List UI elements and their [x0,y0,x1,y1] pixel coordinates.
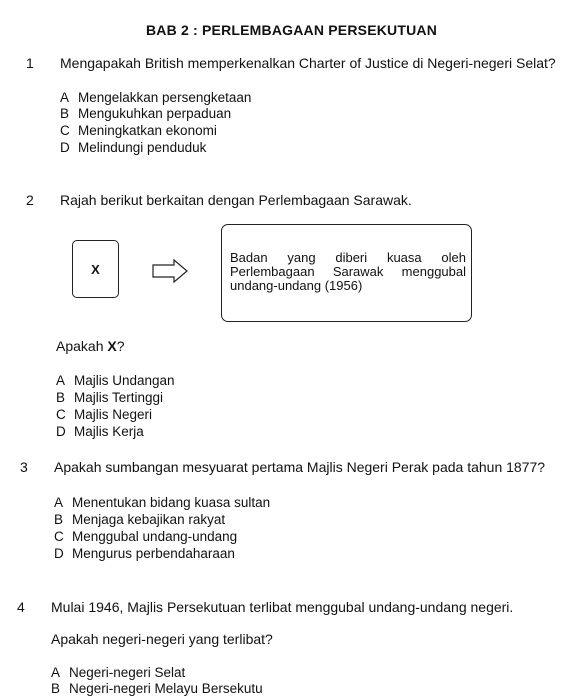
option-letter: B [51,681,61,696]
option-text: Melindungi penduduk [78,140,207,155]
option-letter: A [60,90,70,105]
question-text: Apakah sumbangan mesyuarat pertama Majlis Negeri Perak pada tahun 1877? [54,459,546,475]
option-text: Majlis Negeri [74,407,153,422]
diagram-description: Badan yang diberi kuasa oleh Perlembagaan Sarawak menggubal undang-undang (1956) [230,250,466,293]
question-text: Mulai 1946, Majlis Persekutuan terlibat menggubal undang-undang negeri. [51,599,514,615]
option-text: Majlis Tertinggi [74,390,164,405]
option-letter: D [56,424,66,439]
option-c[interactable] [56,407,152,422]
sub-question [56,338,125,354]
option-b[interactable] [56,390,163,405]
prompt-suffix: ? [116,338,125,354]
option-text: Mengurus perbendaharaan [72,546,235,561]
option-a[interactable] [60,90,251,105]
option-c[interactable] [54,529,237,544]
question-number: 2 [26,192,34,208]
option-text: Menentukan bidang kuasa sultan [72,495,271,510]
option-b[interactable] [54,512,225,527]
page-title: BAB 2 : PERLEMBAGAAN PERSEKUTUAN [145,22,438,38]
option-text: Mengukuhkan perpaduan [78,106,232,121]
option-d[interactable] [56,424,144,439]
option-text: Majlis Undangan [74,373,175,388]
option-letter: C [54,529,64,544]
option-letter: A [54,495,64,510]
diagram-x-box [72,240,119,298]
option-a[interactable] [51,665,185,680]
question-text: Rajah berikut berkaitan dengan Perlembagaan Sarawak. [60,192,412,208]
diagram-description-box [221,224,472,322]
question-text: Mengapakah British memperkenalkan Charter of Justice di Negeri-negeri Selat? [60,55,556,71]
option-d[interactable] [54,546,235,561]
option-letter: B [54,512,64,527]
option-letter: C [56,407,66,422]
question-number: 1 [26,55,34,71]
option-letter: D [54,546,64,561]
option-text: Meningkatkan ekonomi [78,123,217,138]
option-b[interactable] [60,106,231,121]
option-text: Menjaga kebajikan rakyat [72,512,226,527]
option-c[interactable] [60,123,217,138]
option-a[interactable] [54,495,270,510]
option-letter: C [60,123,70,138]
option-d[interactable] [60,140,206,155]
option-text: Majlis Kerja [74,424,144,439]
question-number: 3 [20,459,28,475]
option-letter: B [56,390,66,405]
option-letter: A [51,665,61,680]
option-text: Mengelakkan persengketaan [78,90,252,105]
sub-question: Apakah negeri-negeri yang terlibat? [51,631,273,647]
prompt-prefix: Apakah [56,338,108,354]
option-text: Negeri-negeri Melayu Bersekutu [69,681,263,696]
option-letter: D [60,140,70,155]
option-text: Menggubal undang-undang [72,529,238,544]
option-a[interactable] [56,373,175,388]
prompt-bold: X [107,338,117,354]
arrow-right-icon [152,259,188,283]
option-b[interactable] [51,681,263,696]
option-letter: A [56,373,66,388]
option-letter: B [60,106,70,121]
question-number: 4 [17,599,25,615]
option-text: Negeri-negeri Selat [69,665,186,680]
diagram-x-label: X [91,261,100,277]
